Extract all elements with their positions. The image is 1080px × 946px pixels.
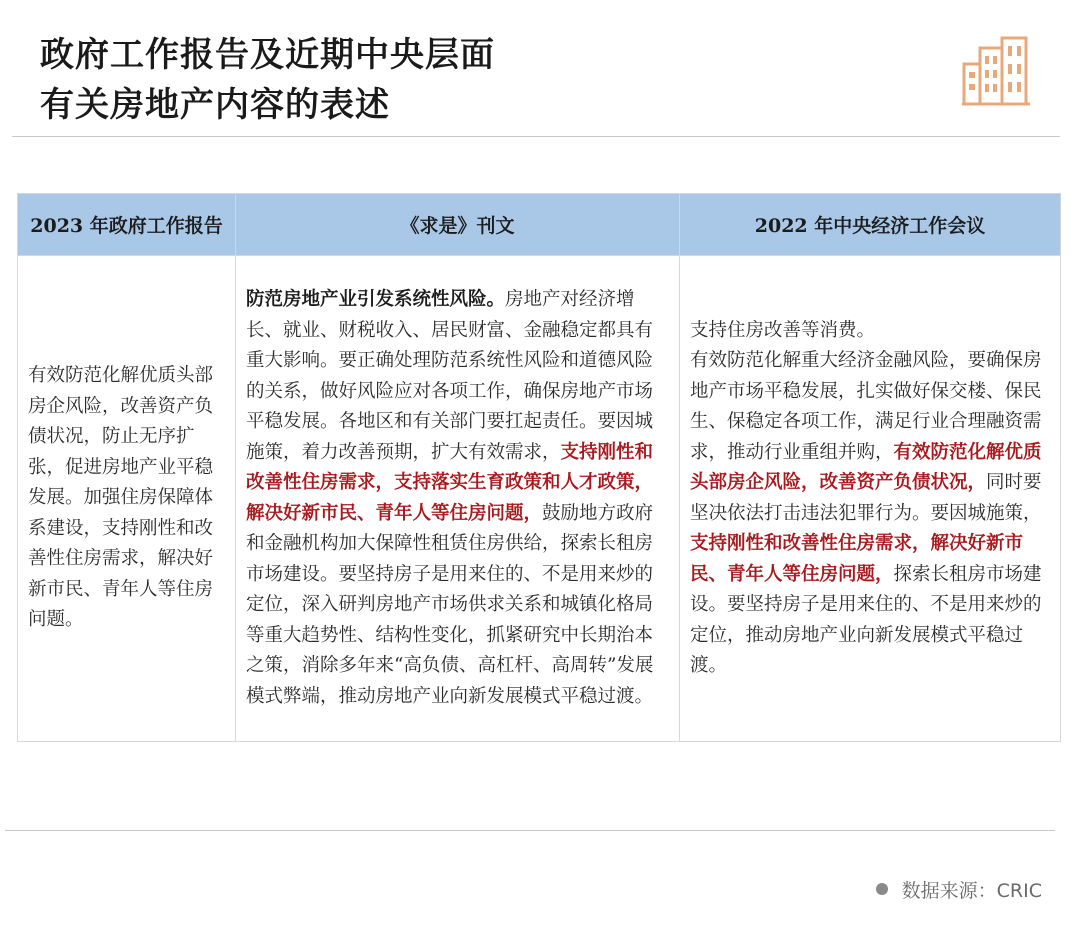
cell-2022-conference bbox=[680, 256, 1061, 742]
bullet-dot-icon bbox=[876, 883, 888, 895]
source-text: 数据来源：CRIC bbox=[901, 879, 1042, 902]
table-header-row bbox=[18, 194, 1061, 256]
qiushi-text-1: 房地产对经济增长、就业、财税收入、居民财富、金融稳定都具有重大影响。要正确处理防范系统性风险和道德风险的关系，做好风险应对各项工作，确保房地产市场平稳发展。各地区和有关部门要扛起责任。要因城施策，着力改善预期，扩大有效需求， bbox=[246, 289, 654, 463]
conference-line-1: 支持住房改善等消费。 bbox=[690, 319, 876, 341]
cell-2023-report: 有效防范化解优质头部房企风险，改善资产负债状况，防止无序扩张，促进房地产业平稳发展。加强住房保障体系建设，支持刚性和改善性住房需求，解决好新市民、青年人等住房问题。 bbox=[18, 256, 236, 742]
table-row bbox=[18, 256, 1061, 742]
conference-text-3: 探索长租房市场建设。要坚持房子是用来住的、不是用来炒的定位，推动房地产业向新发展模式平稳过渡。 bbox=[690, 563, 1042, 676]
column-header-qiushi: 《求是》刊文 bbox=[236, 194, 680, 256]
qiushi-lead: 防范房地产业引发系统性风险。 bbox=[246, 289, 506, 310]
title-line-1: 政府工作报告及近期中央层面 bbox=[40, 35, 495, 75]
title-line-2: 有关房地产内容的表述 bbox=[40, 85, 390, 125]
conference-body bbox=[690, 346, 1050, 682]
source-note bbox=[876, 874, 1042, 904]
bottom-divider bbox=[5, 830, 1055, 831]
conference-highlight-1: 有效防范化解优质头部房企风险，改善资产负债状况， bbox=[690, 441, 1042, 493]
column-header-2023-report: 2023 年政府工作报告 bbox=[18, 194, 236, 256]
conference-text-1: 有效防范化解重大经济金融风险，要确保房地产市场平稳发展，扎实做好保交楼、保民生、保稳定各项工作，满足行业合理融资需求，推动行业重组并购， bbox=[690, 350, 1042, 463]
cell-qiushi bbox=[236, 256, 680, 742]
conference-text-2: 同时要坚决依法打击违法犯罪行为。要因城施策， bbox=[690, 472, 1042, 524]
column-header-2022-conference: 2022 年中央经济工作会议 bbox=[680, 194, 1061, 256]
qiushi-highlight: 支持刚性和改善性住房需求，支持落实生育政策和人才政策，解决好新市民、青年人等住房问题， bbox=[246, 441, 654, 524]
top-divider bbox=[12, 136, 1060, 137]
qiushi-text-2: 鼓励地方政府和金融机构加大保障性租赁住房供给，探索长租房市场建设。要坚持房子是用来住的、不是用来炒的定位，深入研判房地产市场供求关系和城镇化格局等重大趋势性、结构性变化，抓紧研究中长期治本之策，消除多年来“高负债、高杠杆、高周转”发展模式弊端，推动房地产业向新发展模式平稳过渡。 bbox=[246, 502, 654, 707]
page-title bbox=[40, 30, 840, 130]
buildings-icon bbox=[960, 34, 1032, 108]
conference-highlight-2: 支持刚性和改善性住房需求，解决好新市民、青年人等住房问题， bbox=[690, 533, 1024, 585]
comparison-table bbox=[17, 193, 1061, 742]
